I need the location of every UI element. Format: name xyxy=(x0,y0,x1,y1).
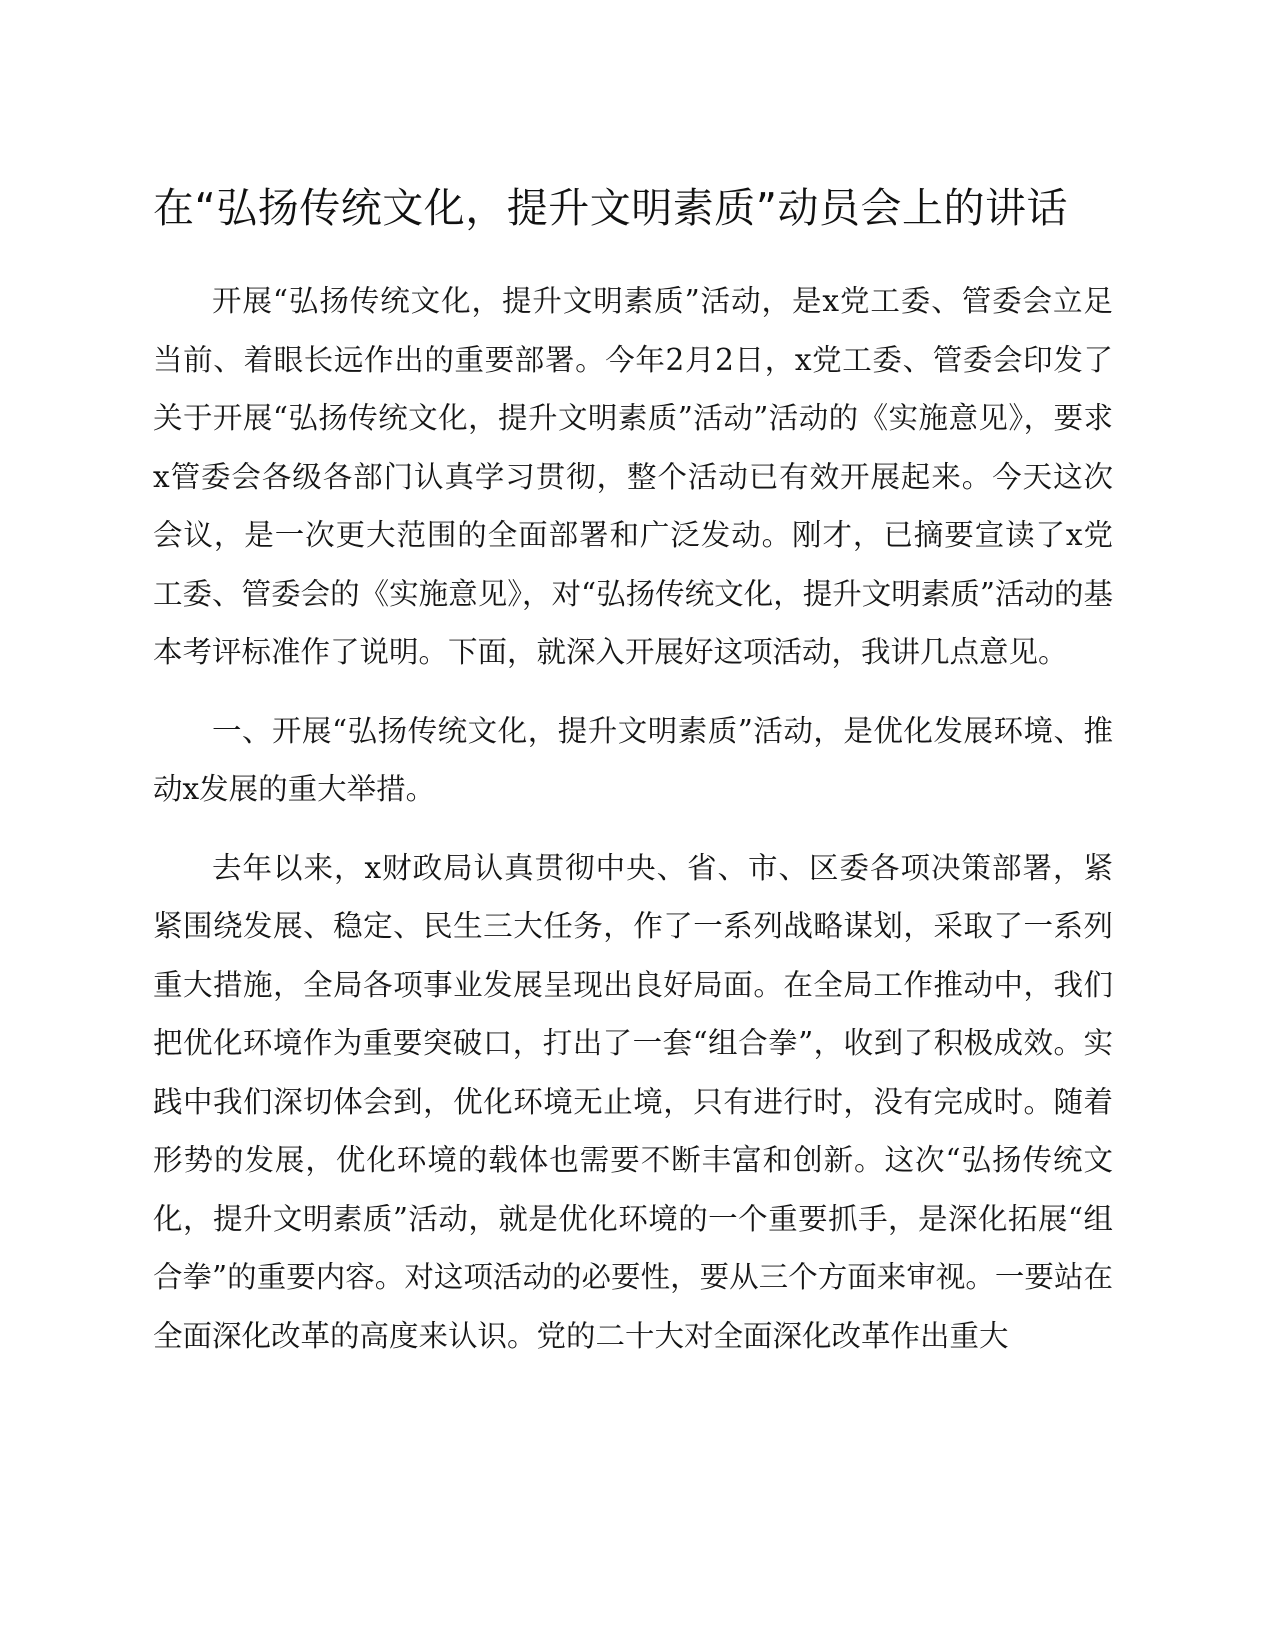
intro-paragraph: 开展“弘扬传统文化，提升文明素质”活动，是x党工委、管委会立足当前、着眼长远作出的重要部署。今年2月2日，x党工委、管委会印发了关于开展“弘扬传统文化，提升文明素质”活动”活动的《实施意见》，要求x管委会各级各部门认真学习贯彻，整个活动已有效开展起来。今天这次会议，是一次更大范围的全面部署和广泛发动。刚才，已摘要宣读了x党工委、管委会的《实施意见》，对“弘扬传统文化，提升文明素质”活动的基本考评标准作了说明。下面，就深入开展好这项活动，我讲几点意见。 xyxy=(153,284,1113,669)
section-heading-1: 一、开展“弘扬传统文化，提升文明素质”活动，是优化发展环境、推动x发展的重大举措。 xyxy=(153,713,1113,806)
document-title: 在“弘扬传统文化，提升文明素质”动员会上的讲话 xyxy=(153,184,1068,232)
document-body xyxy=(153,178,1113,1365)
body-paragraph: 去年以来，x财政局认真贯彻中央、省、市、区委各项决策部署，紧紧围绕发展、稳定、民生三大任务，作了一系列战略谋划，采取了一系列重大措施，全局各项事业发展呈现出良好局面。在全局工作推动中，我们把优化环境作为重要突破口，打出了一套“组合拳”，收到了积极成效。实践中我们深切体会到，优化环境无止境，只有进行时，没有完成时。随着形势的发展，优化环境的载体也需要不断丰富和创新。这次“弘扬传统文化，提升文明素质”活动，就是优化环境的一个重要抓手，是深化拓展“组合拳”的重要内容。对这项活动的必要性，要从三个方面来审视。一要站在全面深化改革的高度来认识。党的二十大对全面深化改革作出重大 xyxy=(153,850,1113,1353)
